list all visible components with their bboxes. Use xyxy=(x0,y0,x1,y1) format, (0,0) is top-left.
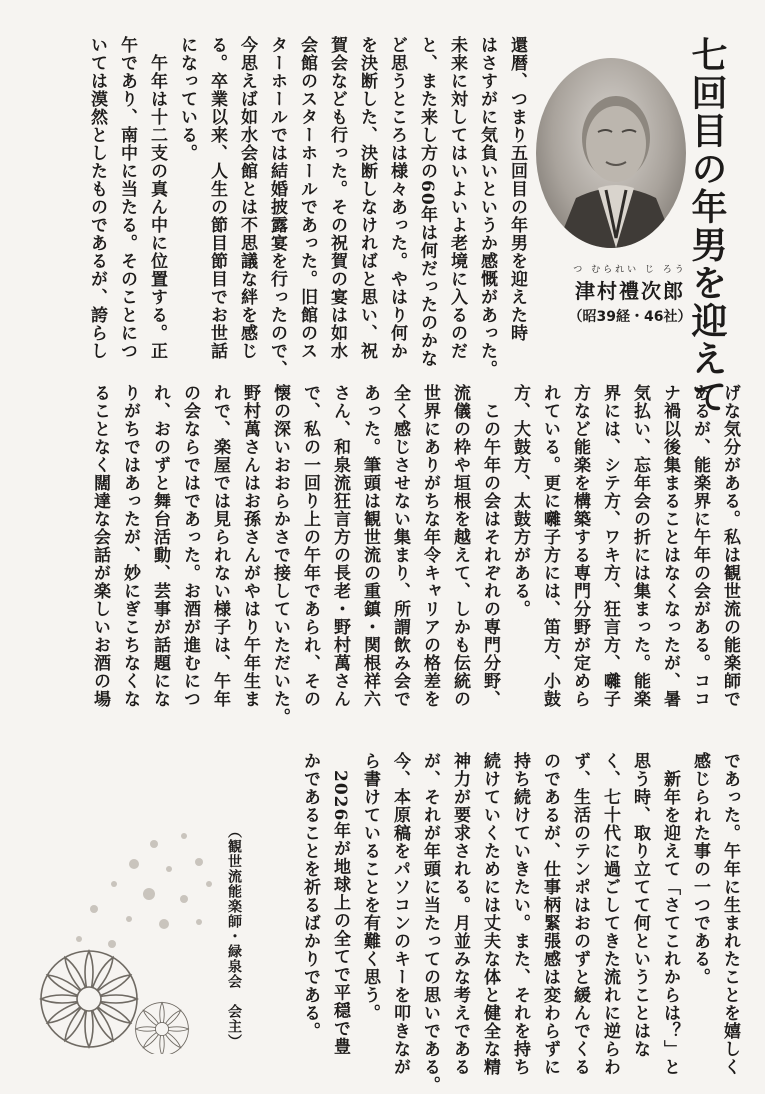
article-body-section-2: げな気分がある。私は観世流の能楽師で あるが、能楽界に午年の会がある。ココ ナ禍以後集まることはなくなったが、暑 気払い、忘年会の折には集まった。能楽 界には、シテ方、ワキ方、狂言方、囃子 方など能楽を構築する専門分野が定めら れている。更に囃子方には、笛方、小鼓 方、大鼓方、太鼓方がある。 この午年の会はそれぞれの専門分野、 流儀の枠や垣根を越えて、しかも伝統の 世界にありがちな年令キャリアの格差を 全く感じさせない集まり、所謂飲み会で あった。筆頭は観世流の重鎮・関根祥六 さん、和泉流狂言方の長老・野村萬さん で、私の一回り上の午年であられ、その 懐の深いおおらかさで接していただいた。 野村萬さんはお孫さんがやはり午年生ま れで、楽屋では見られない様子は、午年 の会ならではであった。お酒が進むにつ れ、おのずと舞台活動、芸事が話題にな りがちではあったが、妙にぎこちなくな ることなく闊達な会話が楽しいお酒の場 xyxy=(90,384,740,726)
chrysanthemum-decoration-icon xyxy=(34,824,220,1054)
portrait-illustration xyxy=(536,58,686,248)
author-name-ruby: つ むられい じ ろう xyxy=(573,265,687,275)
article-body-section-1: 還暦、つまり五回目の年男を迎えた時 はさすがに気負いというか感慨があった。 未来に対してはいよいよ老境に入るのだ と、また来し方の60年は何だったのかな ど思うところは様々あった。やはり何か を決断した、決断しなければと思い、祝 賀会なども行った。その祝賀の宴は如水 会館のスターホールであった。旧館のス ターホールでは結婚披露宴を行ったので、 今思えば如水会館とは不思議な絆を感じ る。卒業以来、人生の節目節目でお世話 になっている。 午年は十二支の真ん中に位置する。正 午であり、南中に当たる。そのことにつ いては漠然としたものであるが、誇らし xyxy=(87,36,527,378)
author-name: 津村禮次郎 xyxy=(575,279,685,303)
author-portrait xyxy=(536,58,686,248)
author-signature: （観世流能楽師・緑泉会 会主） xyxy=(226,824,242,1049)
author-class-note: （昭39経・46社） xyxy=(568,309,692,325)
article-body-section-3: であった。午年に生まれたことを嬉しく 感じられた事の一つである。 新年を迎えて「さてこれからは？」と 思う時、取り立てて何ということはな く、七十代に過ごしてきた流れに逆らわ ず、生活のテンポはおのずと緩んでくる のであるが、仕事柄緊張感は変わらずに 持ち続けていきたい。また、それを持ち 続けていくためには丈夫な体と健全な精 神力が要求される。月並みな考えである が、それが年頭に当たっての思いである。 今、本原稿をパソコンのキーを叩きなが ら書けていることを有難く思う。 2026年が地球上の全てで平穏で豊 かであることを祈るばかりである。 xyxy=(300,752,740,1094)
article-title: 七回目の年男を迎えて xyxy=(686,36,727,416)
